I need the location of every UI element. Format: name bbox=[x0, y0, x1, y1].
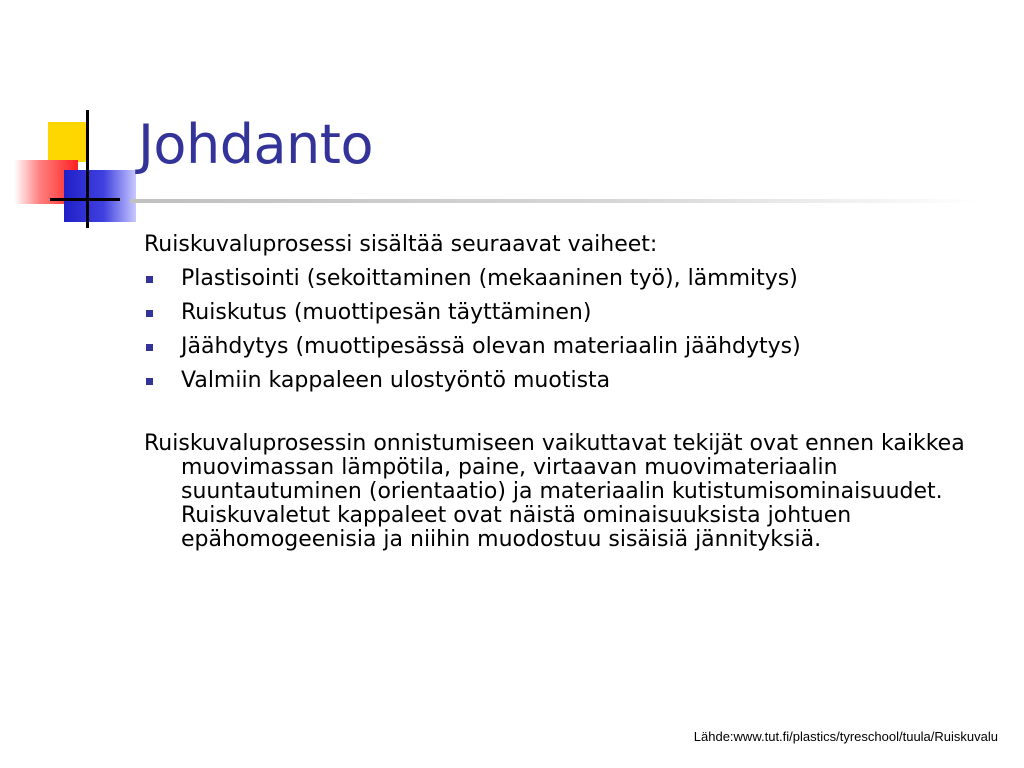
slide-title: Johdanto bbox=[138, 113, 373, 176]
square-bullet-icon bbox=[146, 310, 153, 317]
bullet-item bbox=[144, 262, 984, 296]
logo-yellow-square bbox=[48, 122, 86, 162]
logo-horizontal-line bbox=[50, 198, 120, 201]
intro-text: Ruiskuvaluprosessi sisältää seuraavat vaiheet: bbox=[144, 232, 658, 257]
bullet-text: Plastisointi (sekoittaminen (mekaaninen työ), lämmitys) bbox=[181, 266, 798, 291]
bullet-list bbox=[144, 262, 984, 398]
bullet-text: Valmiin kappaleen ulostyöntö muotista bbox=[181, 368, 611, 393]
bullet-text: Ruiskutus (muottipesän täyttäminen) bbox=[181, 300, 592, 325]
source-citation: Lähde:www.tut.fi/plastics/tyreschool/tuula/Ruiskuvalu bbox=[693, 729, 998, 744]
bullet-item bbox=[144, 330, 984, 364]
logo-blue-square bbox=[64, 170, 136, 222]
logo-vertical-line bbox=[86, 110, 89, 228]
square-bullet-icon bbox=[146, 276, 153, 283]
square-bullet-icon bbox=[146, 378, 153, 385]
body-paragraph: Ruiskuvaluprosessin onnistumiseen vaikuttavat tekijät ovat ennen kaikkea muovimassan lämpötila, paine, virtaavan muovimateriaalin suuntautuminen (orientaatio) ja materiaalin kutistumisominaisuudet. Ruiskuvaletut kappaleet ovat näistä ominaisuuksista johtuen epähomogeenisia ja niihin muodostuu sisäisiä jännityksiä. bbox=[144, 431, 965, 552]
slide-body bbox=[144, 228, 984, 552]
bullet-text: Jäähdytys (muottipesässä olevan materiaalin jäähdytys) bbox=[181, 334, 801, 359]
title-underline bbox=[130, 199, 980, 203]
square-bullet-icon bbox=[146, 344, 153, 351]
bullet-item bbox=[144, 364, 984, 398]
bullet-item bbox=[144, 296, 984, 330]
slide-logo-graphic bbox=[0, 0, 160, 240]
